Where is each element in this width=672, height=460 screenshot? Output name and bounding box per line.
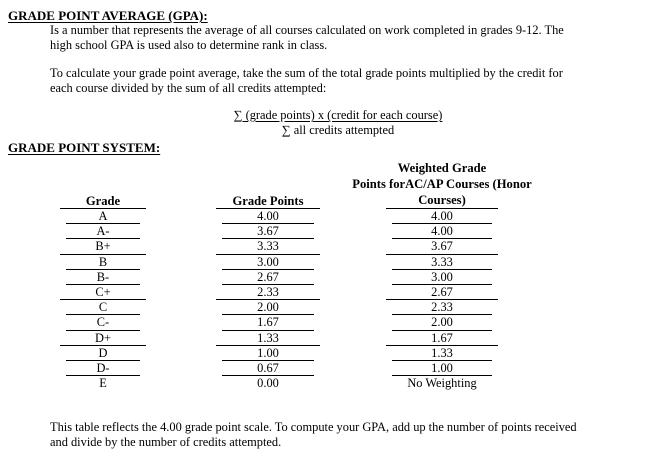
grade-cell: B <box>98 254 108 269</box>
gpa-calculation-line-1: To calculate your grade point average, take the sum of the total grade points multiplied by the credit for <box>50 66 563 80</box>
points-cell: 1.00 <box>257 345 279 360</box>
points-cell: 1.67 <box>257 315 279 330</box>
points-cell: 3.33 <box>257 239 279 254</box>
weighted-cell: 4.00 <box>431 209 453 223</box>
points-cell: 3.00 <box>257 254 279 269</box>
grade-cell: A- <box>96 224 110 239</box>
grade-cell: A <box>98 209 108 223</box>
weighted-cell: 2.00 <box>431 315 453 330</box>
formula-numerator: ∑ (grade points) x (credit for each course) <box>233 108 443 122</box>
grade-column-header: Grade <box>85 194 121 208</box>
grade-cell: C+ <box>95 285 111 299</box>
gpa-definition-line-1: Is a number that represents the average of all courses calculated on work completed in grades 9-12. The <box>50 23 564 37</box>
gpa-definition-line-2: high school GPA is used also to determine rank in class. <box>50 38 328 52</box>
grade-cell: C <box>98 300 108 315</box>
gpa-formula <box>200 108 476 138</box>
points-cell: 0.00 <box>257 376 279 391</box>
grade-point-system-heading: GRADE POINT SYSTEM: <box>8 140 161 155</box>
grade-cell: C- <box>96 315 110 330</box>
grade-cell: E <box>99 376 107 391</box>
points-cell: 2.67 <box>257 269 279 284</box>
weighted-cell: 3.33 <box>431 254 453 269</box>
points-cell: 3.67 <box>257 224 279 239</box>
gpa-calculation-line-2: each course divided by the sum of all credits attempted: <box>50 81 327 95</box>
weighted-cell: 3.00 <box>431 269 453 284</box>
weighted-cell: 1.33 <box>431 345 453 360</box>
weighted-cell: 3.67 <box>431 239 453 254</box>
weighted-cell: 1.67 <box>431 330 453 345</box>
grade-cell: B- <box>96 269 110 284</box>
weighted-column-header <box>330 160 554 208</box>
weighted-cell: 2.33 <box>431 300 453 315</box>
points-cell: 2.33 <box>257 285 279 299</box>
gpa-calculation-instructions <box>50 66 670 96</box>
weighted-cell: 2.67 <box>431 285 453 299</box>
grade-cell: D- <box>96 361 110 375</box>
weighted-cell: 1.00 <box>431 361 453 375</box>
points-cell: 1.33 <box>257 330 279 345</box>
points-cell: 0.67 <box>257 361 279 375</box>
points-column-header: Grade Points <box>232 194 304 208</box>
grade-cell: D+ <box>95 330 111 345</box>
grade-cell: B+ <box>95 239 111 254</box>
gpa-definition <box>50 23 670 53</box>
weighted-header-line-3: Courses) <box>418 193 466 207</box>
footnote-line-1: This table reflects the 4.00 grade point scale. To compute your GPA, add up the number of points received <box>50 420 577 434</box>
weighted-header-line-2: Points forAC/AP Courses (Honor <box>352 177 532 191</box>
gpa-heading: GRADE POINT AVERAGE (GPA): <box>8 8 208 23</box>
weighted-cell: No Weighting <box>407 376 477 391</box>
points-cell: 4.00 <box>257 209 279 223</box>
weighted-cell: 4.00 <box>431 224 453 239</box>
footnote-line-2: and divide by the number of credits attempted. <box>50 435 282 449</box>
weighted-header-line-1: Weighted Grade <box>397 161 487 175</box>
points-cell: 2.00 <box>257 300 279 315</box>
table-footnote <box>50 420 670 450</box>
grade-cell: D <box>98 345 108 360</box>
formula-denominator: ∑ all credits attempted <box>281 123 395 137</box>
